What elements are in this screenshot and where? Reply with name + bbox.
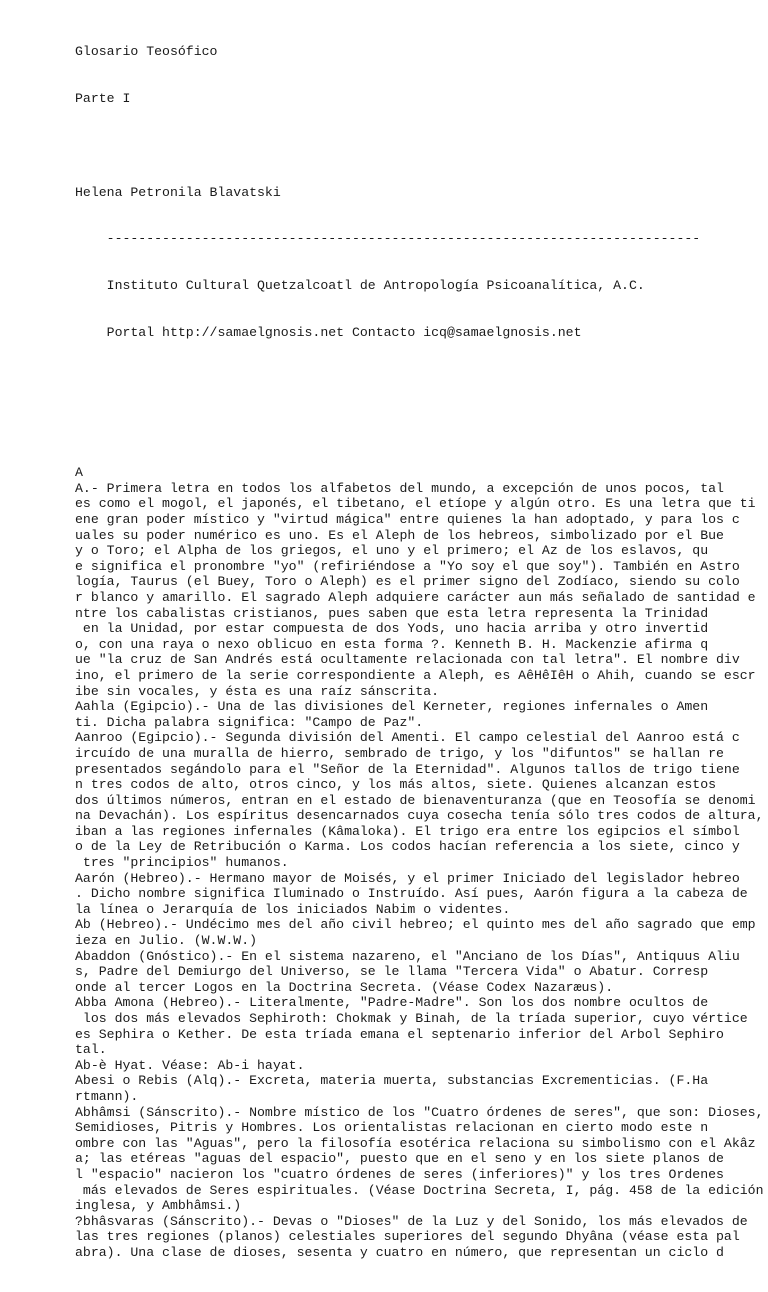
- portal-line: Portal http://samaelgnosis.net Contacto icq@samaelgnosis.net: [75, 324, 582, 340]
- glossary-body: [75, 465, 765, 1260]
- body-line: logía, Taurus (el Buey, Toro o Aleph) es el primer signo del Zodíaco, siendo su colo: [75, 574, 740, 590]
- body-line: presentados segándolo para el "Señor de la Eternidad". Algunos tallos de trigo tiene: [75, 761, 740, 777]
- body-line: ibe sin vocales, y ésta es una raíz sánscrita.: [75, 683, 440, 699]
- body-line: s, Padre del Demiurgo del Universo, se le llama "Tercera Vida" o Abatur. Corresp: [75, 964, 709, 980]
- body-line: más elevados de Seres espirituales. (Véase Doctrina Secreta, I, pág. 458 de la edición: [75, 1182, 764, 1198]
- body-line: ircuído de una muralla de hierro, sembrado de trigo, y los "difuntos" se hallan re: [75, 745, 724, 761]
- body-line: en la Unidad, por estar compuesta de dos Yods, uno hacia arriba y otro invertid: [75, 621, 709, 637]
- body-line: ue "la cruz de San Andrés está ocultamente relacionada con tal letra". El nombre div: [75, 652, 740, 668]
- body-line: la línea o Jerarquía de los iniciados Nabim o videntes.: [75, 901, 511, 917]
- body-line: Abba Amona (Hebreo).- Literalmente, "Padre-Madre". Son los dos nombre ocultos de: [75, 995, 709, 1011]
- body-line: abra). Una clase de dioses, sesenta y cuatro en número, que representan un ciclo d: [75, 1244, 724, 1260]
- document-text: [75, 13, 765, 1292]
- body-line: ieza en Julio. (W.W.W.): [75, 933, 258, 949]
- document-part: Parte I: [75, 90, 131, 106]
- body-line: los dos más elevados Sephiroth: Chokmak y Binah, de la tríada superior, cuyo vértice: [75, 1011, 748, 1026]
- body-line: ombre con las "Aguas", pero la filosofía esotérica relaciona su simbolismo con el Akâz: [75, 1135, 756, 1151]
- document-title: Glosario Teosófico: [75, 44, 218, 60]
- body-line: ene gran poder místico y "virtud mágica" entre quienes la han adoptado, y para los c: [75, 512, 740, 527]
- body-line: ?bhâsvaras (Sánscrito).- Devas o "Dioses" de la Luz y del Sonido, los más elevados de: [75, 1213, 748, 1229]
- institute-line: Instituto Cultural Quetzalcoatl de Antropología Psicoanalítica, A.C.: [75, 278, 645, 294]
- body-line: es como el mogol, el japonés, el tibetano, el etíope y algún otro. Es una letra que ti: [75, 496, 756, 512]
- blank-line: [75, 138, 765, 154]
- body-line: Semidioses, Pitris y Hombres. Los orientalistas relacionan en cierto modo este n: [75, 1120, 709, 1136]
- body-line: Aarón (Hebreo).- Hermano mayor de Moisés, y el primer Iniciado del legislador hebreo: [75, 870, 740, 886]
- body-line: Abaddon (Gnóstico).- En el sistema nazareno, el "Anciano de los Días", Antiquus Aliu: [75, 948, 740, 964]
- body-line: y o Toro; el Alpha de los griegos, el uno y el primero; el Az de los eslavos, qu: [75, 543, 709, 559]
- body-line: onde al tercer Logos en la Doctrina Secreta. (Véase Codex Nazaræus).: [75, 979, 614, 995]
- body-line: es Sephira o Kether. De esta tríada emana el septenario inferior del Arbol Sephiro: [75, 1026, 724, 1042]
- body-line: rtmann).: [75, 1088, 139, 1104]
- body-line: A.- Primera letra en todos los alfabetos del mundo, a excepción de unos pocos, tal: [75, 480, 724, 496]
- body-line: Aahla (Egipcio).- Una de las divisiones del Kerneter, regiones infernales o Amen: [75, 699, 709, 715]
- body-line: e significa el pronombre "yo" (refiriéndose a "Yo soy el que soy"). También en Astro: [75, 558, 740, 574]
- blank-line: [75, 418, 765, 434]
- body-line: iban a las regiones infernales (Kâmaloka). El trigo era entre los egipcios el símbol: [75, 823, 740, 839]
- body-line: o de la Ley de Retribución o Karma. Los codos hacían referencia a los siete, cinco y: [75, 839, 740, 855]
- body-line: tres "principios" humanos.: [75, 855, 289, 871]
- blank-line: [75, 372, 765, 388]
- body-line: n tres codos de alto, otros cinco, y los más altos, siete. Quienes alcanzan estos: [75, 777, 717, 793]
- body-line: A: [75, 465, 83, 481]
- body-line: a; las etéreas "aguas del espacio", puesto que en el seno y en los siete planos de: [75, 1151, 724, 1167]
- body-line: dos últimos números, entran en el estado de bienaventuranza (que en Teosofía se denomi: [75, 792, 756, 808]
- body-line: Abhâmsi (Sánscrito).- Nombre místico de los "Cuatro órdenes de seres", que son: Dioses,: [75, 1104, 764, 1120]
- body-line: uales su poder numérico es uno. Es el Aleph de los hebreos, simbolizado por el Bue: [75, 527, 724, 543]
- body-line: na Devachán). Los espíritus desencarnados cuya cosecha tenía sólo tres codos de altura,: [75, 808, 764, 824]
- body-line: Ab (Hebreo).- Undécimo mes del año civil hebreo; el quinto mes del año sagrado que emp: [75, 917, 756, 933]
- body-line: las tres regiones (planos) celestiales superiores del segundo Dhyâna (véase esta pal: [75, 1229, 740, 1245]
- body-line: ti. Dicha palabra significa: "Campo de Paz".: [75, 714, 424, 730]
- body-line: ino, el primero de la serie correspondiente a Aleph, es AêHêIêH o Ahih, cuando se escr: [75, 667, 756, 683]
- body-line: o, con una raya o nexo oblicuo en esta forma ?. Kenneth B. H. Mackenzie afirma q: [75, 636, 709, 652]
- body-line: . Dicho nombre significa Iluminado o Instruído. Así pues, Aarón figura a la cabeza de: [75, 886, 748, 902]
- body-line: Ab-è Hyat. Véase: Ab-i hayat.: [75, 1057, 305, 1073]
- body-line: tal.: [75, 1042, 107, 1058]
- body-line: Abesi o Rebis (Alq).- Excreta, materia muerta, substancias Excrementicias. (F.Ha: [75, 1073, 709, 1089]
- document-author: Helena Petronila Blavatski: [75, 184, 281, 200]
- header-rule: ---------------------------------------------------------------------------: [75, 231, 701, 247]
- body-line: ntre los cabalistas cristianos, pues saben que esta letra representa la Trinidad: [75, 605, 709, 621]
- body-line: l "espacio" nacieron los "cuatro órdenes de seres (inferiores)" y los tres Ordenes: [75, 1166, 724, 1182]
- body-line: Aanroo (Egipcio).- Segunda división del Amenti. El campo celestial del Aanroo está c: [75, 730, 740, 746]
- body-line: r blanco y amarillo. El sagrado Aleph adquiere carácter aun más señalado de santidad e: [75, 589, 756, 605]
- body-line: inglesa, y Ambhâmsi.): [75, 1198, 242, 1214]
